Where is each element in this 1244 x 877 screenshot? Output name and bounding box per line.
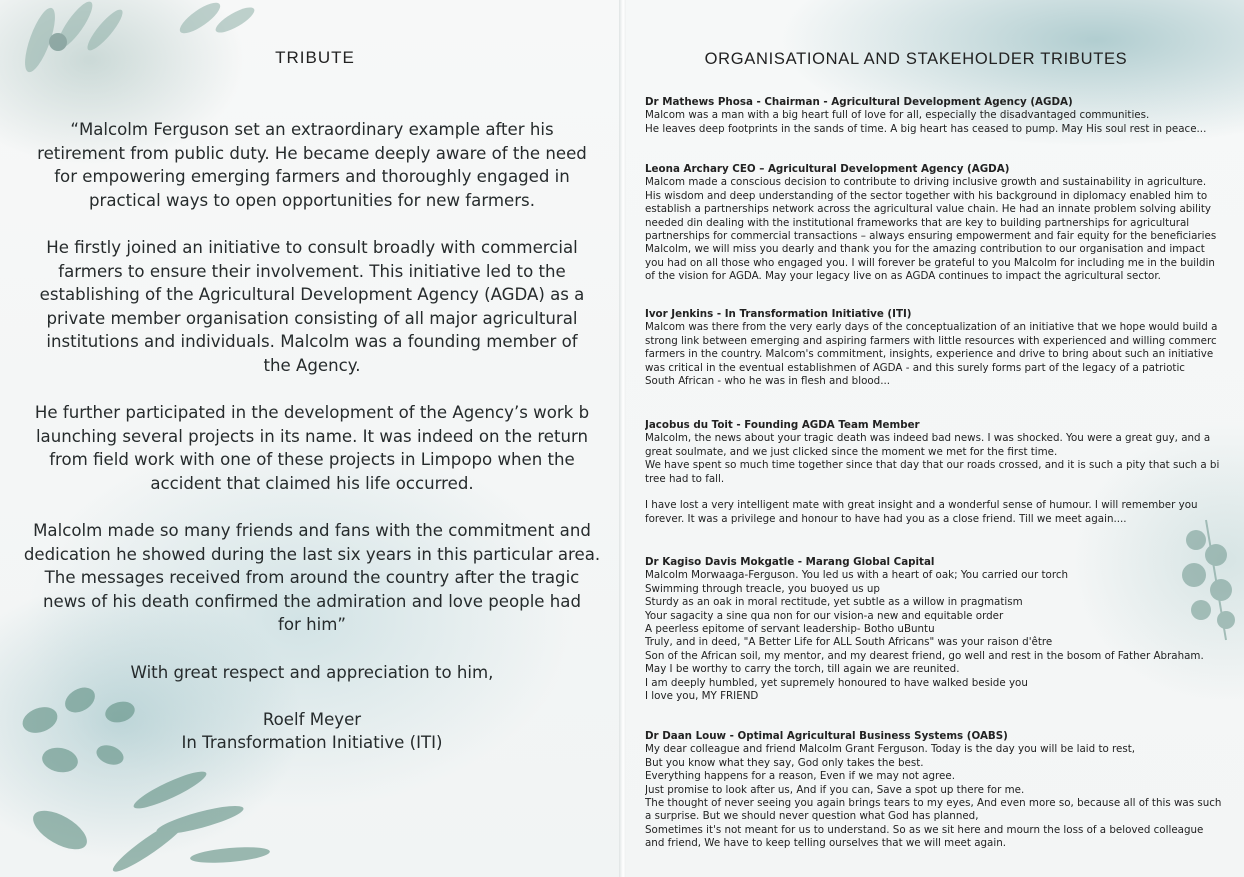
tribute-text-line: Swimming through treacle, you buoyed us up — [645, 582, 880, 595]
tribute-line: launching several projects in its name. It was indeed on the return — [35, 426, 589, 446]
tribute-heading: Jacobus du Toit - Founding AGDA Team Member — [645, 419, 920, 431]
tribute-text-line: Sturdy as an oak in moral rectitude, yet subtle as a willow in pragmatism — [645, 596, 1023, 609]
tribute-entry — [645, 419, 1241, 526]
tribute-line: farmers to ensure their involvement. This initiative led to the — [58, 261, 566, 281]
tribute-line: private member organisation consisting of all major agricultural — [46, 308, 578, 328]
tribute-text-line: of the vision for AGDA. May your legacy live on as AGDA continues to impact the agricultural sector. — [645, 270, 1161, 283]
tribute-text-line: farmers in the country. Malcom's commitment, insights, experience and drive to bring about such an initiative — [645, 348, 1214, 361]
tribute-text-line: establish a partnerships network across the agricultural value chain. He had an innate problem solving ability — [645, 203, 1212, 216]
tribute-text-line — [645, 486, 1241, 499]
tribute-title: TRIBUTE — [275, 48, 355, 67]
tribute-text-line: a surprise. But we should never question what God has planned, — [645, 810, 979, 823]
tribute-text-line: Your sagacity a sine qua non for our vision-a new and equitable order — [645, 609, 1004, 622]
tribute-line: news of his death confirmed the admiration and love people had — [42, 591, 582, 611]
tribute-text-line: South African - who he was in flesh and blood... — [645, 375, 891, 388]
tribute-text-line: I have lost a very intelligent mate with great insight and a wonderful sense of humour. I will remember you — [645, 499, 1198, 512]
tribute-text-line: Malcom made a conscious decision to contribute to driving inclusive growth and sustainability in agriculture. — [645, 176, 1207, 189]
tribute-text-line: Sometimes it's not meant for us to understand. So as we sit here and mourn the loss of a beloved colleague — [645, 823, 1204, 836]
tribute-paragraph — [12, 118, 612, 212]
tribute-text-line: I love you, MY FRIEND — [645, 690, 759, 703]
tribute-line: from field work with one of these projects in Limpopo when the — [49, 450, 575, 470]
tribute-text-line: Son of the African soil, my mentor, and my dearest friend, go well and rest in the bosom of Father Abraham. — [645, 649, 1204, 662]
tribute-entry — [645, 163, 1241, 284]
tribute-text-line: great soulmate, and we just clicked since the moment we met for the first time. — [645, 445, 1058, 458]
tribute-line: “Malcolm Ferguson set an extraordinary example after his — [70, 120, 554, 139]
tribute-text-line: tree had to fall. — [645, 472, 725, 485]
tribute-line: Malcolm made so many friends and fans with the commitment and — [33, 521, 591, 541]
right-page — [626, 0, 1244, 877]
tribute-text-line: Malcom was a man with a big heart full of love for all, especially the disadvantaged communities. — [645, 109, 1150, 122]
tribute-line: accident that claimed his life occurred. — [150, 473, 474, 493]
signature-name: Roelf Meyer — [262, 709, 362, 729]
tribute-line: practical ways to open opportunities for new farmers. — [89, 190, 535, 210]
tribute-text-line: was critical in the eventual establishmen of AGDA - and this surely forms part of the legacy of a patriotic — [645, 361, 1185, 374]
tribute-line: dedication he showed during the last six years in this particular area. — [23, 544, 601, 564]
tribute-heading: Ivor Jenkins - In Transformation Initiative (ITI) — [645, 308, 912, 320]
tribute-text-line: He leaves deep footprints in the sands of time. A big heart has ceased to pump. May His soul rest in peace... — [645, 122, 1207, 135]
tribute-text-line: We have spent so much time together since that day that our roads crossed, and it is such a pity that such a bi — [645, 459, 1220, 472]
tribute-line: for empowering emerging farmers and thoroughly engaged in — [54, 167, 570, 187]
tribute-entry — [645, 556, 1241, 703]
tribute-body — [12, 118, 612, 755]
tribute-heading: Dr Daan Louw - Optimal Agricultural Business Systems (OABS) — [645, 730, 1008, 742]
tribute-text-line: The thought of never seeing you again brings tears to my eyes, And even more so, because all of this was such — [645, 797, 1222, 810]
tribute-paragraph — [12, 236, 612, 378]
tribute-line: the Agency. — [263, 355, 361, 375]
tribute-line: establishing of the Agricultural Development Agency (AGDA) as a — [39, 285, 585, 305]
tribute-text-line: Malcom was there from the very early days of the conceptualization of an initiative that we hope would build a — [645, 321, 1218, 334]
tribute-line: He further participated in the development of the Agency’s work b — [34, 403, 590, 423]
tribute-line: The messages received from around the country after the tragic — [44, 568, 580, 588]
tribute-text-line: Truly, and in deed, "A Better Life for ALL South Africans" was your raison d'être — [645, 636, 1053, 649]
tribute-text-line: But you know what they say, God only takes the best. — [645, 756, 924, 769]
tribute-text-line: My dear colleague and friend Malcolm Grant Ferguson. Today is the day you will be laid to rest, — [645, 743, 1136, 756]
tribute-text-line: May I be worthy to carry the torch, till again we are reunited. — [645, 663, 960, 676]
tribute-text-line: His wisdom and deep understanding of the sector together with his background in diplomacy enabled him to — [645, 189, 1208, 202]
tribute-line: retirement from public duty. He became deeply aware of the need — [37, 143, 587, 163]
tribute-text-line: you had on all those who engaged you. I will forever be grateful to you Malcolm for including me in the buildin — [645, 256, 1215, 269]
tribute-text-line: Everything happens for a reason, Even if we may not agree. — [645, 770, 955, 783]
tribute-text-line: A peerless epitome of servant leadership- Botho uBuntu — [645, 623, 935, 636]
tribute-text-line: strong link between emerging and aspiring farmers with little resources with experienced and willing commerc — [645, 334, 1217, 347]
tribute-entry — [645, 730, 1241, 851]
tribute-paragraph — [12, 519, 612, 637]
tribute-entry — [645, 96, 1241, 136]
tribute-paragraph — [12, 401, 612, 495]
tribute-text-line: Malcolm, the news about your tragic death was indeed bad news. I was shocked. You were a great guy, and a — [645, 432, 1211, 445]
tribute-line: institutions and individuals. Malcolm was a founding member of — [46, 332, 578, 352]
tribute-heading: Dr Mathews Phosa - Chairman - Agricultural Development Agency (AGDA) — [645, 96, 1073, 108]
tribute-text-line: I am deeply humbled, yet supremely honoured to have walked beside you — [645, 676, 1028, 689]
tribute-text-line: needed din dealing with the institutional frameworks that are key to building partnerships for agricultural — [645, 216, 1190, 229]
tribute-line: for him” — [278, 615, 346, 635]
tribute-line: He firstly joined an initiative to consult broadly with commercial — [46, 237, 578, 257]
tribute-text-line: Malcolm Morwaaga-Ferguson. You led us with a heart of oak; You carried our torch — [645, 569, 1069, 582]
tribute-text-line: partnerships for commercial transactions – always ensuring empowerment and fair equity for the beneficiaries — [645, 230, 1217, 243]
stakeholder-tributes-title: ORGANISATIONAL AND STAKEHOLDER TRIBUTES — [704, 50, 1128, 68]
tribute-text-line: Malcolm, we will miss you dearly and thank you for the amazing contribution to our organisation and impact — [645, 243, 1205, 256]
tribute-heading: Dr Kagiso Davis Mokgatle - Marang Global Capital — [645, 556, 935, 568]
tribute-text-line: and friend, We have to keep telling ourselves that we will meet again. — [645, 837, 1007, 850]
signature-organisation: In Transformation Initiative (ITI) — [181, 733, 443, 753]
tribute-entry — [645, 308, 1241, 388]
closing-line: With great respect and appreciation to him, — [130, 662, 494, 682]
tribute-text-line: Just promise to look after us, And if you can, Save a spot up there for me. — [645, 783, 1025, 796]
tribute-heading: Leona Archary CEO – Agricultural Development Agency (AGDA) — [645, 163, 1010, 175]
tribute-text-line: forever. It was a privilege and honour to have had you as a close friend. Till we meet again.... — [645, 512, 1127, 525]
